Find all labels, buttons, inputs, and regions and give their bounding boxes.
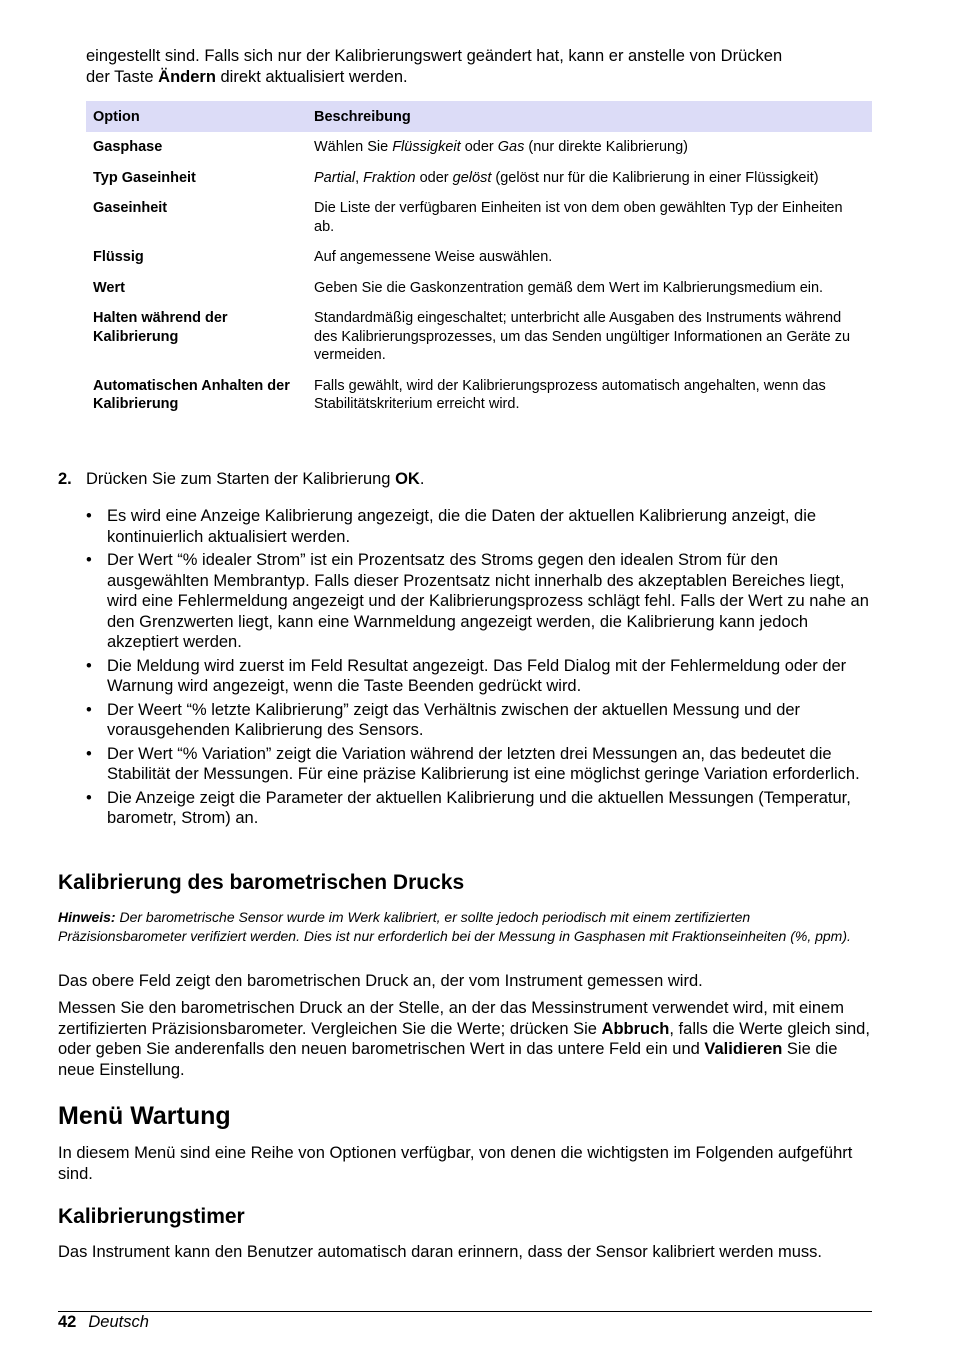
ok-keyword: OK <box>395 470 420 488</box>
section-heading-calibration-timer: Kalibrierungstimer <box>58 1205 245 1228</box>
option-name: Wert <box>93 279 125 296</box>
list-item-text: Der Wert “% Variation” zeigt die Variation während der letzten drei Messungen an, das bedeutet die Stabilität der Messungen. Für eine präzise Kalibrierung ist eine möglichst geringe Variation erforderlich. <box>107 744 860 783</box>
section-heading-barometric: Kalibrierung des barometrischen Drucks <box>58 871 465 894</box>
description-text: Flüssigkeit <box>392 139 461 155</box>
barometric-paragraph-1: Das obere Feld zeigt den barometrischen Druck an, der vom Instrument gemessen wird. <box>58 972 703 990</box>
option-name: Typ Gaseinheit <box>93 169 196 186</box>
intro-line2-end: direkt aktualisiert werden. <box>215 67 408 86</box>
barometric-text-c: , falls die Werte gleich sind, oder geben Sie anderenfalls den neuen barometrischen Wert in das untere Feld ein und <box>58 1019 870 1058</box>
footer-language: Deutsch <box>88 1313 149 1331</box>
table-header-row <box>86 101 872 132</box>
header-option: Option <box>86 101 307 132</box>
options-table <box>86 101 872 420</box>
description-text: Falls gewählt, wird der Kalibrierungsprozess automatisch angehalten, wenn das Stabilitätskriterium erreicht wird. <box>314 377 826 412</box>
table-row <box>86 303 872 371</box>
option-name: Automatischen Anhalten der Kalibrierung <box>93 377 290 412</box>
description-text: Partial <box>314 169 356 186</box>
description-text: Fraktion <box>363 169 416 186</box>
validieren-keyword: Validieren <box>704 1040 783 1058</box>
list-item <box>86 506 876 547</box>
list-item <box>86 656 876 697</box>
bullet-icon: • <box>86 744 92 763</box>
list-item <box>86 788 876 829</box>
table-row <box>86 371 872 420</box>
description-text: , <box>355 169 364 186</box>
option-description <box>307 303 872 371</box>
option-name: Gaseinheit <box>93 200 168 216</box>
step-text-end: . <box>419 470 425 488</box>
abbruch-keyword: Abbruch <box>601 1019 670 1038</box>
note-text: Der barometrische Sensor wurde im Werk kalibriert, er sollte jedoch periodisch mit einem zertifizierten Präzisionsbarometer verifiziert werden. Dies ist nur erforderlich bei der Messung in Gasphasen mit Fraktionseinheiten (%, ppm). <box>58 909 851 944</box>
footer-divider <box>58 1311 872 1312</box>
page-footer <box>58 1312 149 1332</box>
note-label: Hinweis: <box>58 909 116 925</box>
list-item <box>86 550 876 653</box>
table-row <box>86 193 872 242</box>
barometric-text-a: Messen Sie den barometrischen Druck an der Stelle, an der das Messinstrument verwendet wird, mit einem zertifizierten Präzisionsbarometer. Vergleichen Sie die Werte; drücken Sie <box>58 999 844 1038</box>
aendern-keyword: Ändern <box>158 67 216 86</box>
description-text: oder <box>460 139 498 155</box>
option-description <box>307 242 872 273</box>
list-item-text: Der Weert “% letzte Kalibrierung” zeigt das Verhältnis zwischen der aktuellen Messung und der vorausgehenden Kalibrierung des Sensors. <box>107 700 801 739</box>
option-description <box>307 273 872 304</box>
table-row <box>86 273 872 304</box>
timer-paragraph: Das Instrument kann den Benutzer automatisch daran erinnern, dass der Sensor kalibriert werden muss. <box>58 1243 822 1261</box>
bullet-icon: • <box>86 788 92 807</box>
table-body <box>86 132 872 420</box>
list-item-text: Die Anzeige zeigt die Parameter der aktuellen Kalibrierung und die aktuellen Messungen (Temperatur, barometr, Strom) an. <box>107 788 851 827</box>
bullet-icon: • <box>86 551 92 569</box>
list-item-text: Die Meldung wird zuerst im Feld Resultat angezeigt. Das Feld Dialog mit der Fehlermeldung oder der Warnung wird angezeigt, wenn die Taste Beenden gedrückt wird. <box>107 656 847 695</box>
description-text: Geben Sie die Gaskonzentration gemäß dem Wert im Kalbrierungsmedium ein. <box>314 279 824 296</box>
description-text: Gas <box>497 139 525 155</box>
table-row <box>86 163 872 194</box>
description-text: Die Liste der verfügbaren Einheiten ist von dem oben gewählten Typ der Einheiten ab. <box>314 200 843 235</box>
list-item <box>86 700 876 741</box>
description-text: Auf angemessene Weise auswählen. <box>314 249 553 265</box>
note-paragraph <box>58 908 872 945</box>
barometric-text-e: Sie die neue Einstellung. <box>58 1040 838 1079</box>
barometric-paragraph-2 <box>58 998 872 1080</box>
header-description: Beschreibung <box>307 101 872 132</box>
intro-line2-start: der Taste <box>86 67 159 86</box>
bullet-icon: • <box>86 656 92 675</box>
menu-paragraph: In diesem Menü sind eine Reihe von Optionen verfügbar, von denen die wichtigsten im Folgenden aufgeführt sind. <box>58 1144 853 1183</box>
option-description <box>307 132 872 163</box>
bullet-icon: • <box>86 507 92 525</box>
page-number: 42 <box>58 1313 77 1331</box>
option-name: Gasphase <box>93 139 163 155</box>
table-row <box>86 132 872 163</box>
option-name: Halten während der Kalibrierung <box>93 310 228 345</box>
description-text: gelöst <box>452 169 492 186</box>
list-item-text: Der Wert “% idealer Strom” ist ein Prozentsatz des Stroms gegen den idealen Strom für den ausgewählten Membrantyp. Falls dieser Prozentsatz nicht innerhalb des akzeptablen Bereiches liegt, wird eine Fehlermeldung angezeigt und der Kalibrierungsprozess schlägt fehl. Falls der Wert zu nahe an den Grenzwerten liegt, kann eine Warnmeldung angezeigt werden, die Kalibrierung kann jedoch akzeptiert werden. <box>107 551 869 651</box>
option-description <box>307 371 872 420</box>
description-text: (nur direkte Kalibrierung) <box>524 139 688 155</box>
step-number: 2. <box>58 470 72 488</box>
list-item <box>86 744 876 785</box>
step-2 <box>58 469 872 490</box>
description-text: Standardmäßig eingeschaltet; unterbricht alle Ausgaben des Instruments während des Kalibrierungsprozesses, um das Senden ungültiger Informationen an Geräte zu vermeiden. <box>314 310 851 363</box>
option-description <box>307 193 872 242</box>
option-name: Flüssig <box>93 249 144 265</box>
description-text: oder <box>415 169 453 186</box>
step-text: Drücken Sie zum Starten der Kalibrierung <box>86 470 396 488</box>
table-row <box>86 242 872 273</box>
intro-line1: eingestellt sind. Falls sich nur der Kalibrierungswert geändert hat, kann er anstelle von Drücken <box>86 47 783 65</box>
intro-paragraph <box>86 46 872 87</box>
section-heading-menu-wartung: Menü Wartung <box>58 1102 231 1130</box>
bullet-list <box>86 506 876 832</box>
option-description <box>307 163 872 194</box>
description-text: Wählen Sie <box>314 139 393 155</box>
bullet-icon: • <box>86 700 92 719</box>
list-item-text: Es wird eine Anzeige Kalibrierung angezeigt, die die Daten der aktuellen Kalibrierung anzeigt, die kontinuierlich aktualisiert werden. <box>107 507 817 546</box>
description-text: (gelöst nur für die Kalibrierung in einer Flüssigkeit) <box>491 169 819 186</box>
